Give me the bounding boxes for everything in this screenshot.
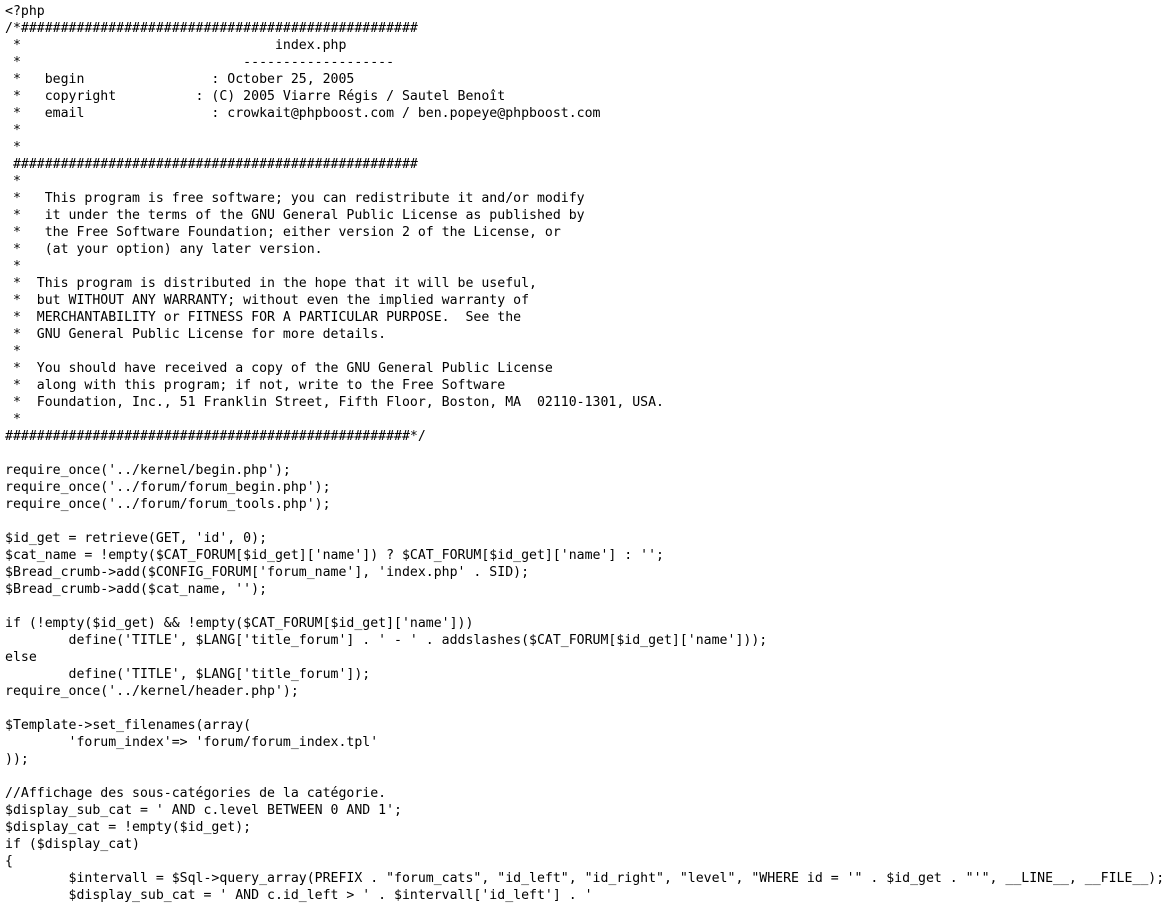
code-line: * GNU General Public License for more details. — [5, 327, 387, 342]
code-line: require_once('../forum/forum_tools.php'); — [5, 497, 331, 512]
code-line: $cat_name = !empty($CAT_FORUM[$id_get]['name']) ? $CAT_FORUM[$id_get]['name'] : ''; — [5, 548, 664, 563]
code-line: $display_sub_cat = ' AND c.level BETWEEN 0 AND 1'; — [5, 803, 402, 818]
code-line: if (!empty($id_get) && !empty($CAT_FORUM[$id_get]['name'])) — [5, 616, 474, 631]
code-line — [5, 513, 1164, 530]
code-line: //Affichage des sous-catégories de la catégorie. — [5, 786, 387, 801]
code-line: define('TITLE', $LANG['title_forum']); — [5, 667, 371, 682]
code-line: * along with this program; if not, write to the Free Software — [5, 378, 506, 393]
code-line: * it under the terms of the GNU General Public License as published by — [5, 208, 585, 223]
code-line: /*################################################## — [5, 21, 418, 36]
code-line: $id_get = retrieve(GET, 'id', 0); — [5, 531, 268, 546]
code-line: { — [5, 854, 13, 869]
code-line: * begin : October 25, 2005 — [5, 72, 355, 87]
code-line: if ($display_cat) — [5, 837, 140, 852]
code-line: * ------------------- — [5, 55, 395, 70]
code-line: $intervall = $Sql->query_array(PREFIX . "forum_cats", "id_left", "id_right", "level", "WHERE id = '" . $id_get . "'", __LINE__, __FILE__); — [5, 871, 1164, 886]
code-line: * — [5, 174, 21, 189]
code-line: $Template->set_filenames(array( — [5, 718, 252, 733]
code-line: $display_sub_cat = ' AND c.id_left > ' . $intervall['id_left'] . ' — [5, 888, 593, 903]
code-line: ################################################### — [5, 157, 418, 172]
code-line — [5, 700, 1164, 717]
code-line: require_once('../forum/forum_begin.php'); — [5, 480, 331, 495]
code-line: * MERCHANTABILITY or FITNESS FOR A PARTICULAR PURPOSE. See the — [5, 310, 522, 325]
code-line: 'forum_index'=> 'forum/forum_index.tpl' — [5, 735, 379, 750]
code-line: $Bread_crumb->add($CONFIG_FORUM['forum_name'], 'index.php' . SID); — [5, 565, 530, 580]
code-line: * Foundation, Inc., 51 Franklin Street, Fifth Floor, Boston, MA 02110-1301, USA. — [5, 395, 664, 410]
code-line: * — [5, 140, 21, 155]
code-line: * email : crowkait@phpboost.com / ben.popeye@phpboost.com — [5, 106, 601, 121]
code-line: )); — [5, 752, 29, 767]
code-line: * — [5, 412, 21, 427]
code-line: * You should have received a copy of the GNU General Public License — [5, 361, 553, 376]
code-line: * but WITHOUT ANY WARRANTY; without even the implied warranty of — [5, 293, 530, 308]
code-line: * — [5, 344, 21, 359]
code-line: require_once('../kernel/begin.php'); — [5, 463, 291, 478]
code-line: ###################################################*/ — [5, 429, 426, 444]
code-line: * — [5, 123, 21, 138]
code-line: define('TITLE', $LANG['title_forum'] . ' - ' . addslashes($CAT_FORUM[$id_get]['name'])); — [5, 633, 768, 648]
code-line: * This program is distributed in the hope that it will be useful, — [5, 276, 537, 291]
code-line — [5, 445, 1164, 462]
code-line: * copyright : (C) 2005 Viarre Régis / Sautel Benoît — [5, 89, 506, 104]
code-line: require_once('../kernel/header.php'); — [5, 684, 299, 699]
code-line: * — [5, 259, 21, 274]
php-source-code — [5, 3, 1164, 904]
code-line: * This program is free software; you can redistribute it and/or modify — [5, 191, 585, 206]
code-line — [5, 768, 1164, 785]
code-line: * index.php — [5, 38, 347, 53]
code-line: else — [5, 650, 37, 665]
code-line: <?php — [5, 4, 45, 19]
code-line: * (at your option) any later version. — [5, 242, 323, 257]
code-line: * the Free Software Foundation; either version 2 of the License, or — [5, 225, 561, 240]
code-line: $Bread_crumb->add($cat_name, ''); — [5, 582, 268, 597]
code-line: $display_cat = !empty($id_get); — [5, 820, 252, 835]
code-line — [5, 598, 1164, 615]
